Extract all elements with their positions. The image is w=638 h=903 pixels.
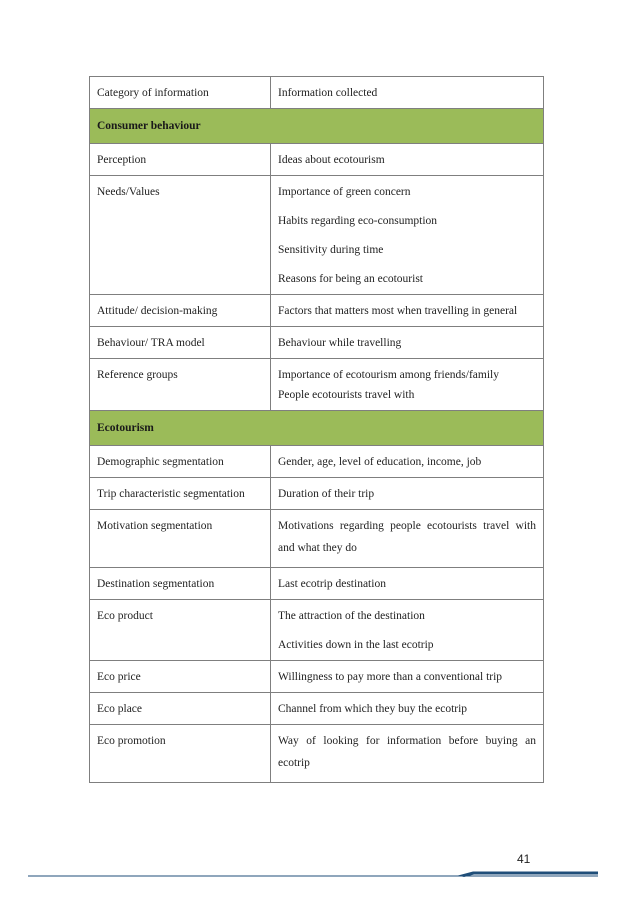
table-row [90, 144, 544, 176]
row-info [271, 359, 544, 411]
row-info [271, 661, 544, 693]
section-row-ecotourism [90, 411, 544, 446]
row-category: Needs/Values [90, 176, 271, 295]
table-row [90, 725, 544, 783]
info-line: Way of looking for information before buying an ecotrip [278, 735, 536, 769]
info-line: Importance of green concern [278, 186, 411, 198]
section-row-consumer-behaviour [90, 109, 544, 144]
table-row [90, 359, 544, 411]
row-category: Eco promotion [90, 725, 271, 783]
table-row [90, 600, 544, 661]
table-row [90, 478, 544, 510]
row-info [271, 510, 544, 568]
row-category: Eco place [90, 693, 271, 725]
info-line: Gender, age, level of education, income, job [278, 456, 482, 468]
section-title: Ecotourism [90, 411, 544, 446]
info-line: Sensitivity during time [278, 244, 384, 256]
row-info [271, 144, 544, 176]
info-line: Ideas about ecotourism [278, 154, 385, 166]
row-category: Reference groups [90, 359, 271, 411]
row-info [271, 568, 544, 600]
row-info [271, 693, 544, 725]
table-row [90, 295, 544, 327]
table-row [90, 327, 544, 359]
info-line: Behaviour while travelling [278, 337, 402, 349]
info-line: Importance of ecotourism among friends/family [278, 369, 499, 381]
row-category: Perception [90, 144, 271, 176]
info-line: Reasons for being an ecotourist [278, 273, 423, 285]
row-info [271, 295, 544, 327]
header-category: Category of information [90, 77, 271, 109]
row-category: Eco price [90, 661, 271, 693]
info-line: Activities down in the last ecotrip [278, 639, 434, 651]
row-category: Destination segmentation [90, 568, 271, 600]
row-category: Demographic segmentation [90, 446, 271, 478]
info-line: Willingness to pay more than a conventional trip [278, 671, 503, 683]
row-info [271, 725, 544, 783]
info-line: Last ecotrip destination [278, 578, 386, 590]
section-title: Consumer behaviour [90, 109, 544, 144]
footer-rule [28, 871, 598, 879]
row-category: Attitude/ decision-making [90, 295, 271, 327]
row-info [271, 176, 544, 295]
row-info [271, 478, 544, 510]
table-row [90, 510, 544, 568]
info-line: Duration of their trip [278, 488, 375, 500]
row-info [271, 600, 544, 661]
row-category: Motivation segmentation [90, 510, 271, 568]
header-information-collected: Information collected [271, 77, 544, 109]
table-row [90, 661, 544, 693]
row-category: Behaviour/ TRA model [90, 327, 271, 359]
info-line: Factors that matters most when travelling in general [278, 305, 518, 317]
info-line: The attraction of the destination [278, 610, 425, 622]
table-row [90, 446, 544, 478]
info-line: People ecotourists travel with [278, 389, 415, 401]
row-category: Trip characteristic segmentation [90, 478, 271, 510]
row-info [271, 446, 544, 478]
info-line: Habits regarding eco-consumption [278, 215, 438, 227]
table-header-row [90, 77, 544, 109]
info-line: Channel from which they buy the ecotrip [278, 703, 468, 715]
table-row [90, 693, 544, 725]
row-category: Eco product [90, 600, 271, 661]
table-row [90, 568, 544, 600]
info-line: Motivations regarding people ecotourists travel with and what they do [278, 520, 536, 554]
information-table [89, 76, 544, 783]
page-number: 41 [517, 852, 531, 866]
row-info [271, 327, 544, 359]
table-row [90, 176, 544, 295]
